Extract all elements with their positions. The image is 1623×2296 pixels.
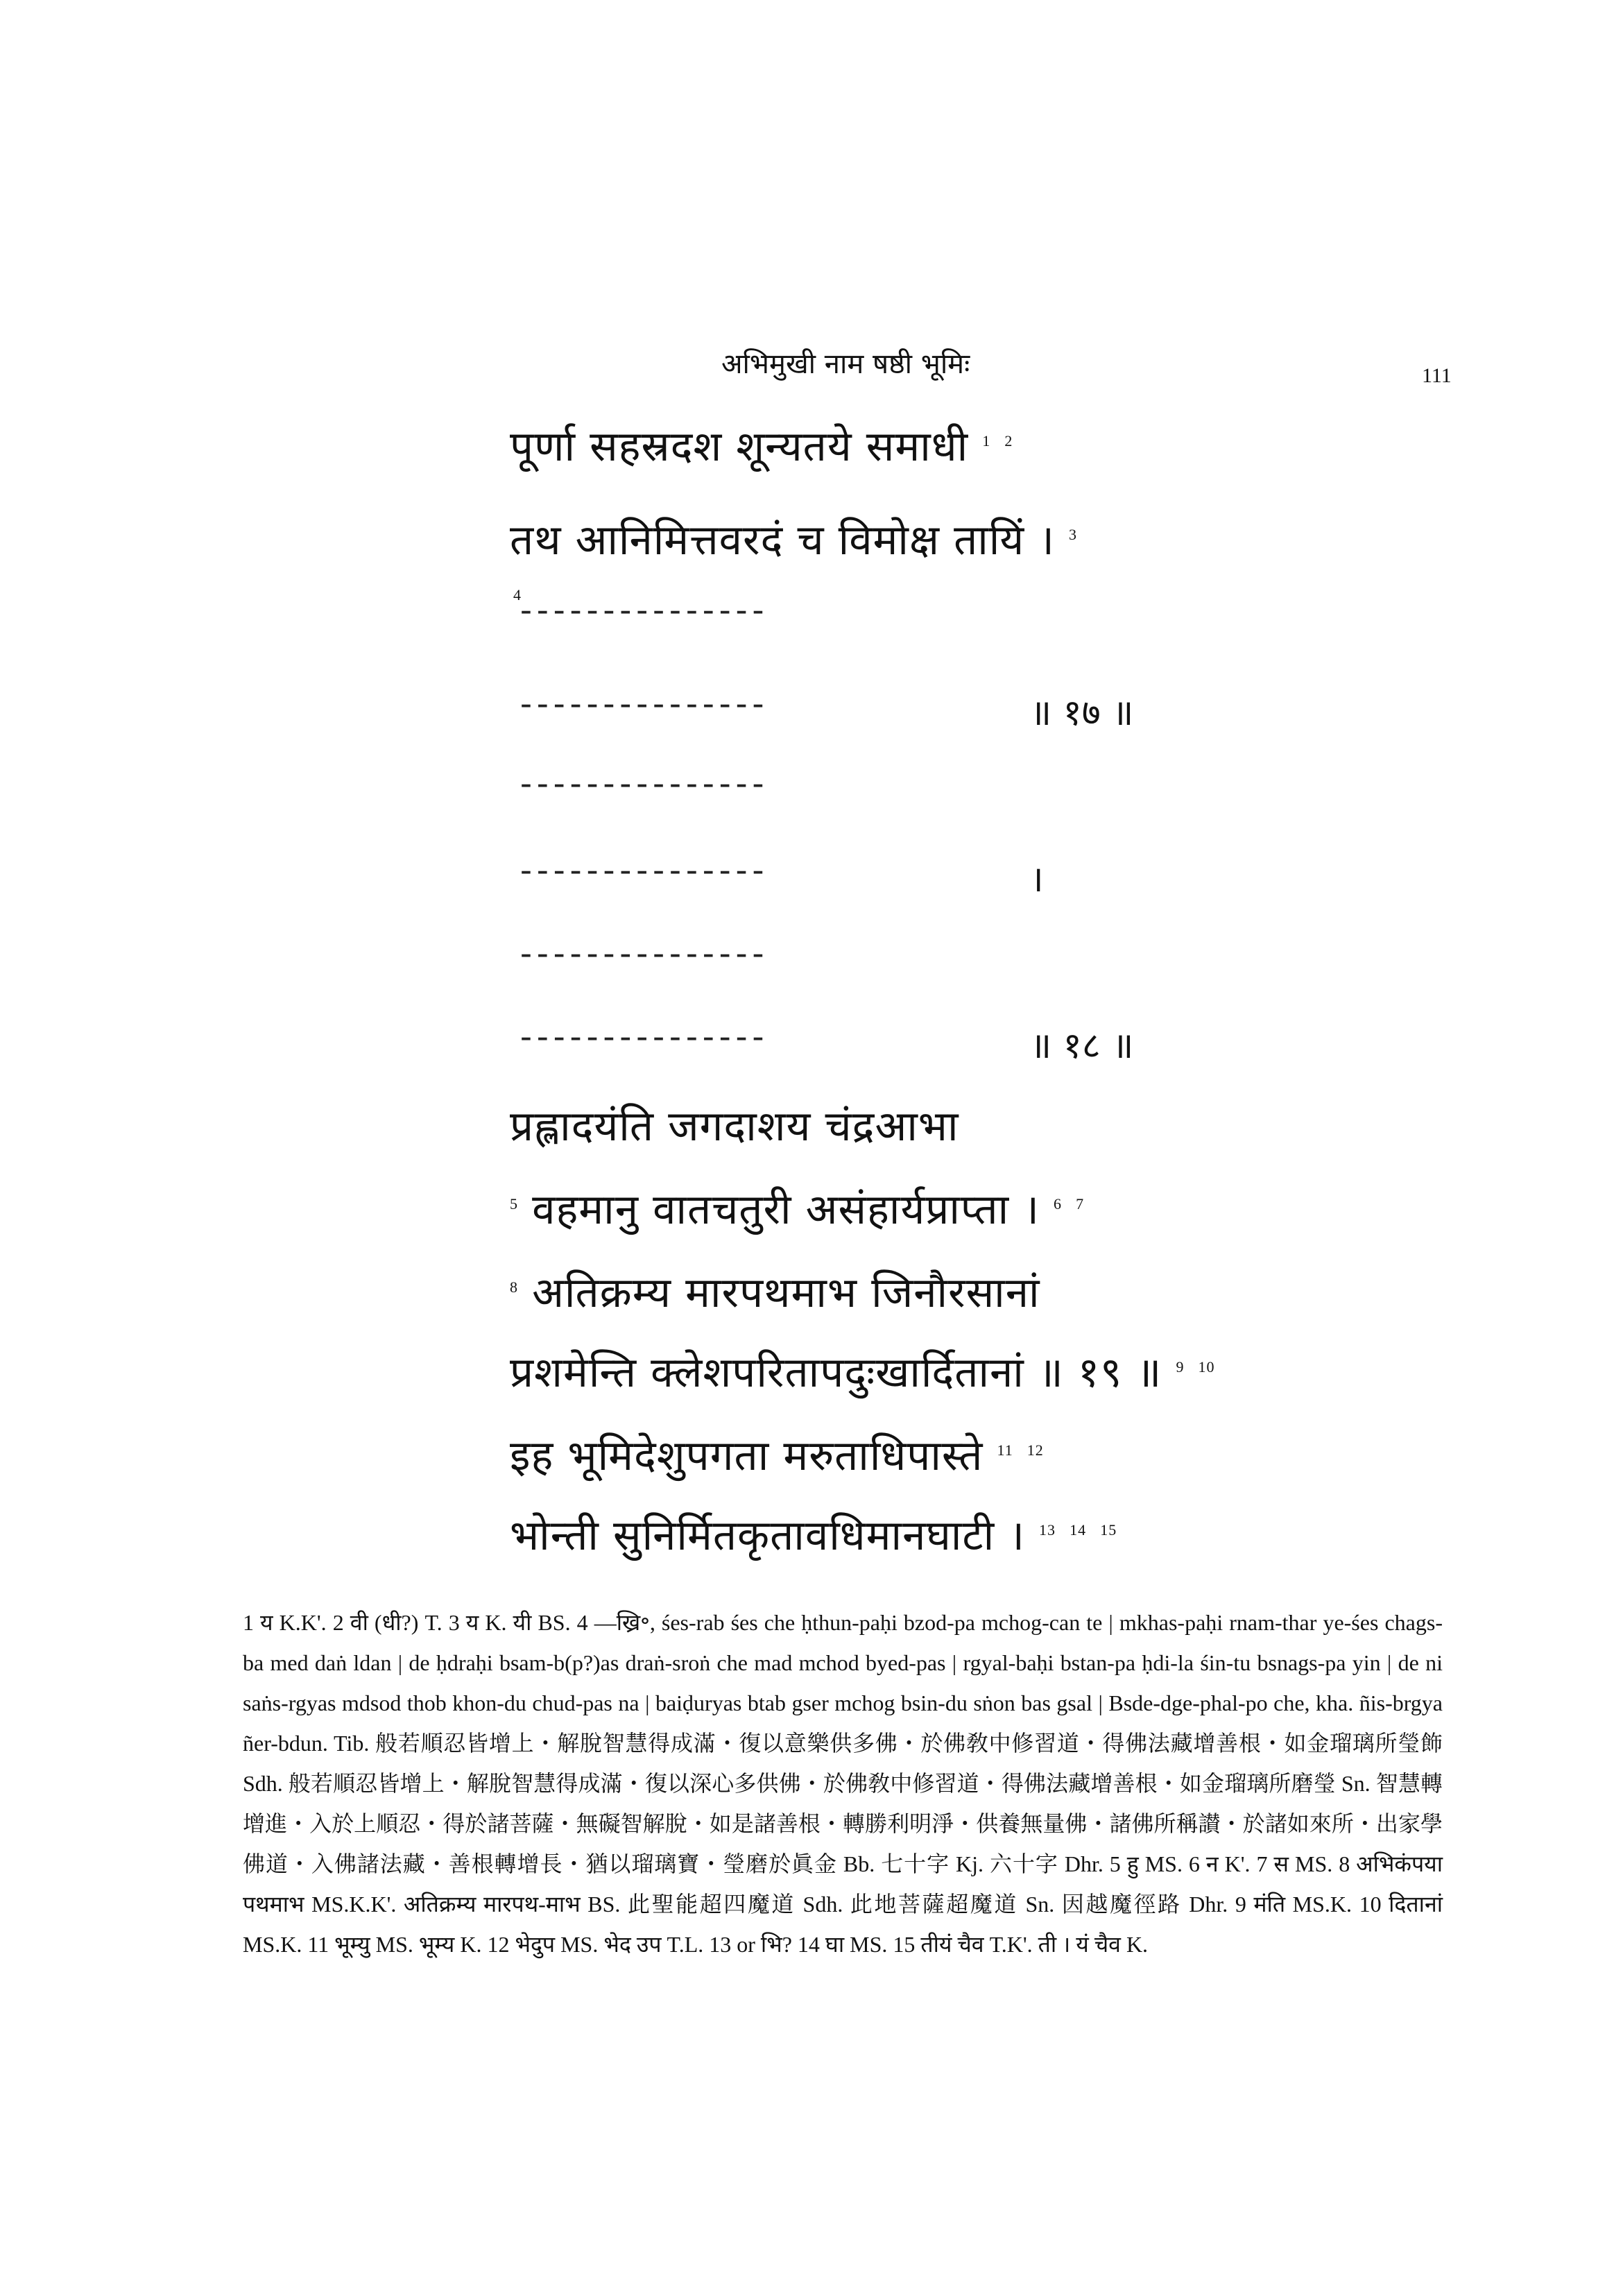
verse-text: तथ आनिमित्तवरदं च विमोक्ष तायिं । xyxy=(510,516,1055,565)
danda-mark: । xyxy=(1030,859,1044,900)
footnote-ref: 14 xyxy=(1070,1521,1087,1539)
footnote-ref: 4 xyxy=(513,586,521,603)
verse-line-2 xyxy=(510,510,1077,567)
lacuna-line-3: --------------- xyxy=(520,763,769,803)
footnote-ref: 1 xyxy=(982,432,991,449)
verse-text: प्रशमेन्ति क्लेशपरितापदुःखार्दितानां ॥ १९ ॥ xyxy=(510,1348,1162,1397)
verse-line-7 xyxy=(510,1425,1044,1482)
lacuna-line-4: --------------- xyxy=(520,850,769,890)
verse-line-6 xyxy=(510,1342,1215,1399)
verse-text: पूर्णा सहस्रदश शून्यतये समाधी xyxy=(510,422,969,471)
lacuna-line-5: --------------- xyxy=(520,933,769,973)
footnote-ref: 6 xyxy=(1054,1195,1063,1213)
footnote-ref: 3 xyxy=(1069,526,1078,543)
footnotes-block: 1 य K.K'. 2 वी (धी?) T. 3 य K. यी BS. 4 —ख्रि॰, śes-rab śes che ḥthun-paḥi bzod-pa mchog-can te | mkhas-paḥi rnam-thar ye-śes chags-ba med daṅ ldan | de ḥdraḥi bsam-b(p?)as draṅ-sroṅ che mad mchod byed-pas | rgyal-baḥi bstan-pa ḥdi-la śin-tu bsnags-pa yin | de ni saṅs-rgyas mdsod thob khon-du chud-pas na | baiḍuryas btab gser mchog bsin-du sṅon bas gsal | Bsde-dge-phal-po che, kha. ñis-brgya ñer-bdun. Tib. 般若順忍皆增上・解脫智慧得成滿・復以意樂供多佛・於佛敎中修習道・得佛法藏增善根・如金瑠璃所瑩飾 Sdh. 般若順忍皆增上・解脫智慧得成滿・復以深心多供佛・於佛敎中修習道・得佛法藏增善根・如金瑠璃所磨瑩 Sn. 智慧轉增進・入於上順忍・得於諸菩薩・無礙智解脫・如是諸善根・轉勝利明淨・供養無量佛・諸佛所稱讃・於諸如來所・出家學佛道・入佛諸法藏・善根轉增長・猶以瑠璃寶・瑩磨於眞金 Bb. 七十字 Kj. 六十字 Dhr. 5 हु MS. 6 न K'. 7 स MS. 8 अभिकंपया पथमाभ MS.K.K'. अतिक्रम्य मारपथ-माभ BS. 此聖能超四魔道 Sdh. 此地菩薩超魔道 Sn. 因越魔徑路 Dhr. 9 मंति MS.K. 10 दितानां MS.K. 11 भूम्यु MS. भूम्य K. 12 भेदुप MS. भेद उप T.L. 13 or भि? 14 घा MS. 15 तीयं चैव T.K'. ती । यं चैव K. xyxy=(243,1610,1443,1957)
lacuna-line-1: --------------- xyxy=(520,590,769,630)
page-number: 111 xyxy=(1422,364,1452,387)
verse-line-1 xyxy=(510,416,1013,473)
footnote-ref: 5 xyxy=(510,1195,518,1213)
lacuna-line-2: --------------- xyxy=(520,683,769,723)
verse-line-8 xyxy=(510,1505,1117,1562)
lacuna-line-6: --------------- xyxy=(520,1016,769,1056)
footnote-ref: 8 xyxy=(510,1278,518,1296)
footnote-ref: 9 xyxy=(1176,1358,1185,1376)
verse-line-5 xyxy=(510,1262,1040,1319)
verse-text: इह भूमिदेशुपगता मरुताधिपास्ते xyxy=(510,1432,984,1480)
footnote-ref: 7 xyxy=(1076,1195,1085,1213)
footnote-ref: 13 xyxy=(1039,1521,1056,1539)
verse-number-17: ॥ १७ ॥ xyxy=(1030,692,1134,734)
verse-text: भोन्ती सुनिर्मितकृतावधिमानघाटी । xyxy=(510,1511,1025,1560)
verse-text: अतिक्रम्य मारपथमाभ जिनौरसानां xyxy=(532,1269,1040,1317)
running-title: अभिमुखी नाम षष्ठी भूमिः xyxy=(721,348,970,380)
verse-number-18: ॥ १८ ॥ xyxy=(1030,1025,1134,1067)
footnote-ref: 11 xyxy=(997,1441,1013,1459)
footnote-ref: 12 xyxy=(1027,1441,1044,1459)
verse-line-4 xyxy=(510,1179,1084,1236)
footnote-ref: 2 xyxy=(1004,432,1013,449)
footnote-ref: 10 xyxy=(1198,1358,1215,1376)
footnote-ref: 15 xyxy=(1100,1521,1117,1539)
verse-text: वहमानु वातचतुरी असंहार्यप्राप्ता । xyxy=(532,1185,1040,1234)
verse-line-3: प्रह्लादयंति जगदाशय चंद्रआभा xyxy=(510,1102,959,1151)
